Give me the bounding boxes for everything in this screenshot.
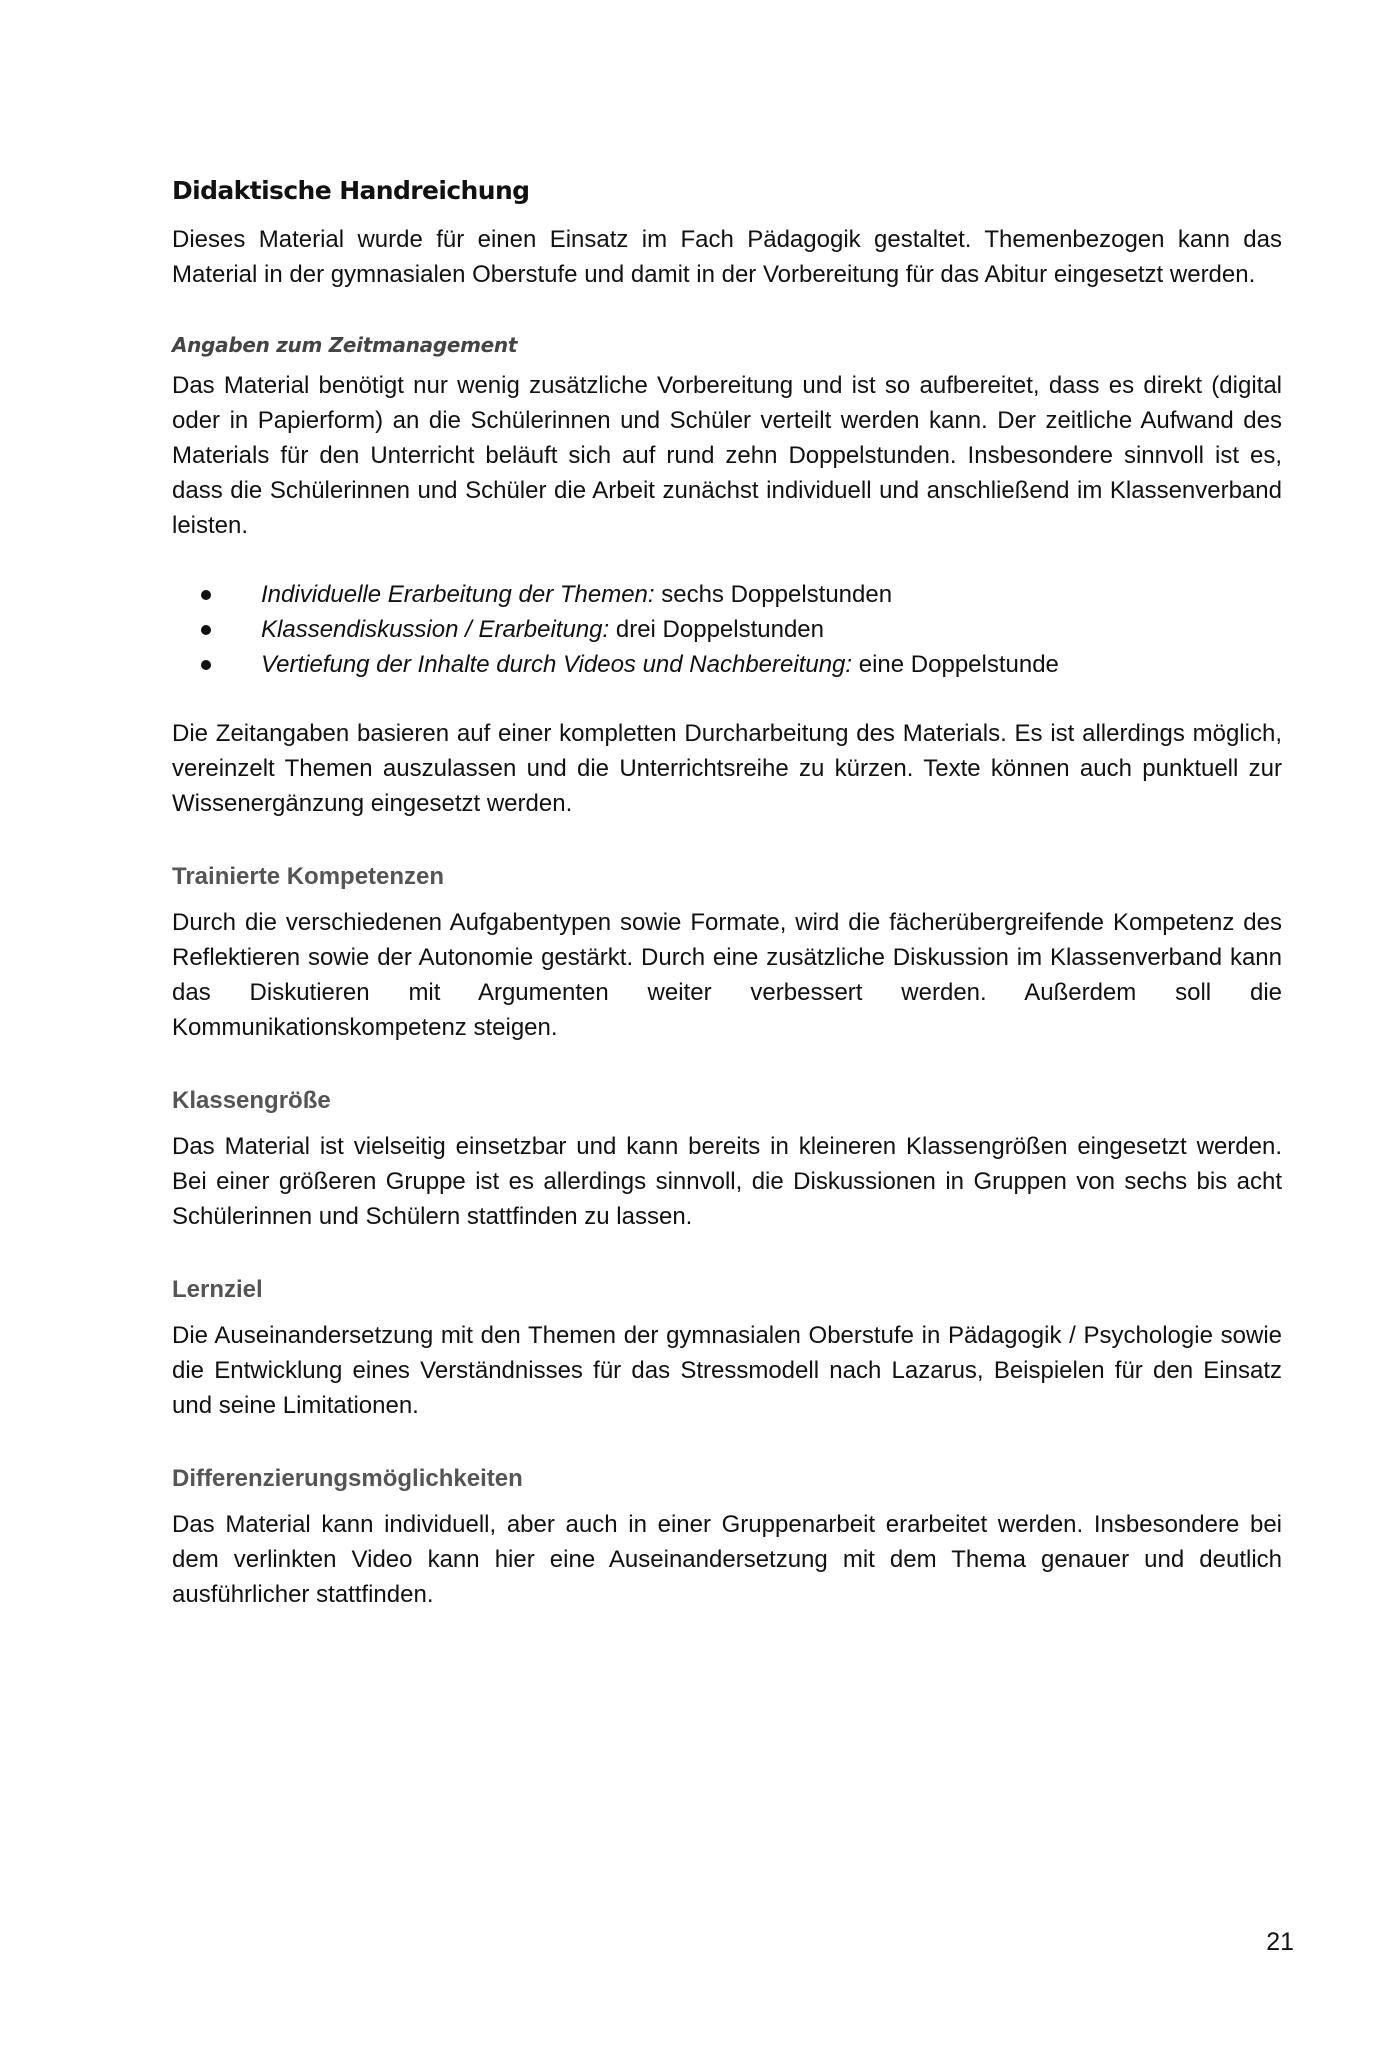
page-number: 21 xyxy=(1266,1928,1294,1956)
section-heading: Trainierte Kompetenzen xyxy=(172,863,445,890)
list-item-value: eine Doppelstunde xyxy=(852,651,1059,678)
section-paragraph: Die Zeitangaben basieren auf einer kompletten Durcharbeitung des Materials. Es ist allerdings möglich, vereinzelt Themen auszulassen und die Unterrichtsreihe zu kürzen. Texte können auch punktuell zur Wissenergänzung eingesetzt werden. xyxy=(172,720,1282,817)
section-paragraph: Das Material kann individuell, aber auch in einer Gruppenarbeit erarbeitet werden. Insbesondere bei dem verlinkten Video kann hier eine Auseinandersetzung mit dem Thema genauer und deutlich ausführlicher stattfinden. xyxy=(172,1511,1282,1608)
intro-paragraph: Dieses Material wurde für einen Einsatz im Fach Pädagogik gestaltet. Themenbezogen kann das Material in der gymnasialen Oberstufe und damit in der Vorbereitung für das Abitur eingesetzt werden. xyxy=(172,226,1282,288)
section-heading: Klassengröße xyxy=(172,1087,331,1114)
section-paragraph: Das Material ist vielseitig einsetzbar und kann bereits in kleineren Klassengrößen eingesetzt werden. Bei einer größeren Gruppe ist es allerdings sinnvoll, die Diskussionen in Gruppen von sechs bis acht Schülerinnen und Schülern stattfinden zu lassen. xyxy=(172,1133,1282,1230)
section-paragraph: Die Auseinandersetzung mit den Themen der gymnasialen Oberstufe in Pädagogik / Psychologie sowie die Entwicklung eines Verständnisses für das Stressmodell nach Lazarus, Beispielen für den Einsatz und seine Limitationen. xyxy=(172,1322,1282,1419)
section-lernziel xyxy=(172,1274,1282,1423)
page-content xyxy=(172,174,1282,1612)
section-klassengroesse xyxy=(172,1085,1282,1234)
section-heading: Differenzierungsmöglichkeiten xyxy=(172,1465,523,1492)
section-zeitmanagement xyxy=(172,330,1282,821)
list-item-label: Individuelle Erarbeitung der Themen: xyxy=(261,581,655,608)
section-heading: Lernziel xyxy=(172,1276,263,1303)
list-item-value: drei Doppelstunden xyxy=(609,616,825,643)
page-title: Didaktische Handreichung xyxy=(172,176,530,205)
list-item-value: sechs Doppelstunden xyxy=(654,581,893,608)
bullet-icon xyxy=(201,625,211,635)
list-item-label: Klassendiskussion / Erarbeitung: xyxy=(261,616,610,643)
section-paragraph: Das Material benötigt nur wenig zusätzliche Vorbereitung und ist so aufbereitet, dass es direkt (digital oder in Papierform) an die Schülerinnen und Schüler verteilt werden kann. Der zeitliche Aufwand des Materials für den Unterricht beläuft sich auf rund zehn Doppelstunden. Insbesondere sinnvoll ist es, dass die Schülerinnen und Schüler die Arbeit zunächst individuell und anschließend im Klassenverband leisten. xyxy=(172,372,1282,539)
list-item xyxy=(172,647,1282,682)
bullet-icon xyxy=(201,660,211,670)
list-item xyxy=(172,612,1282,647)
list-item-label: Vertiefung der Inhalte durch Videos und Nachbereitung: xyxy=(261,651,853,678)
list-item xyxy=(172,577,1282,612)
section-kompetenzen xyxy=(172,861,1282,1045)
time-allocation-list xyxy=(172,577,1282,682)
section-differenzierung xyxy=(172,1463,1282,1612)
section-heading: Angaben zum Zeitmanagement xyxy=(172,333,518,357)
bullet-icon xyxy=(201,590,211,600)
section-paragraph: Durch die verschiedenen Aufgabentypen sowie Formate, wird die fächerübergreifende Kompetenz des Reflektieren sowie der Autonomie gestärkt. Durch eine zusätzliche Diskussion im Klassenverband kann das Diskutieren mit Argumenten weiter verbessert werden. Außerdem soll die Kommunikationskompetenz steigen. xyxy=(172,909,1282,1041)
